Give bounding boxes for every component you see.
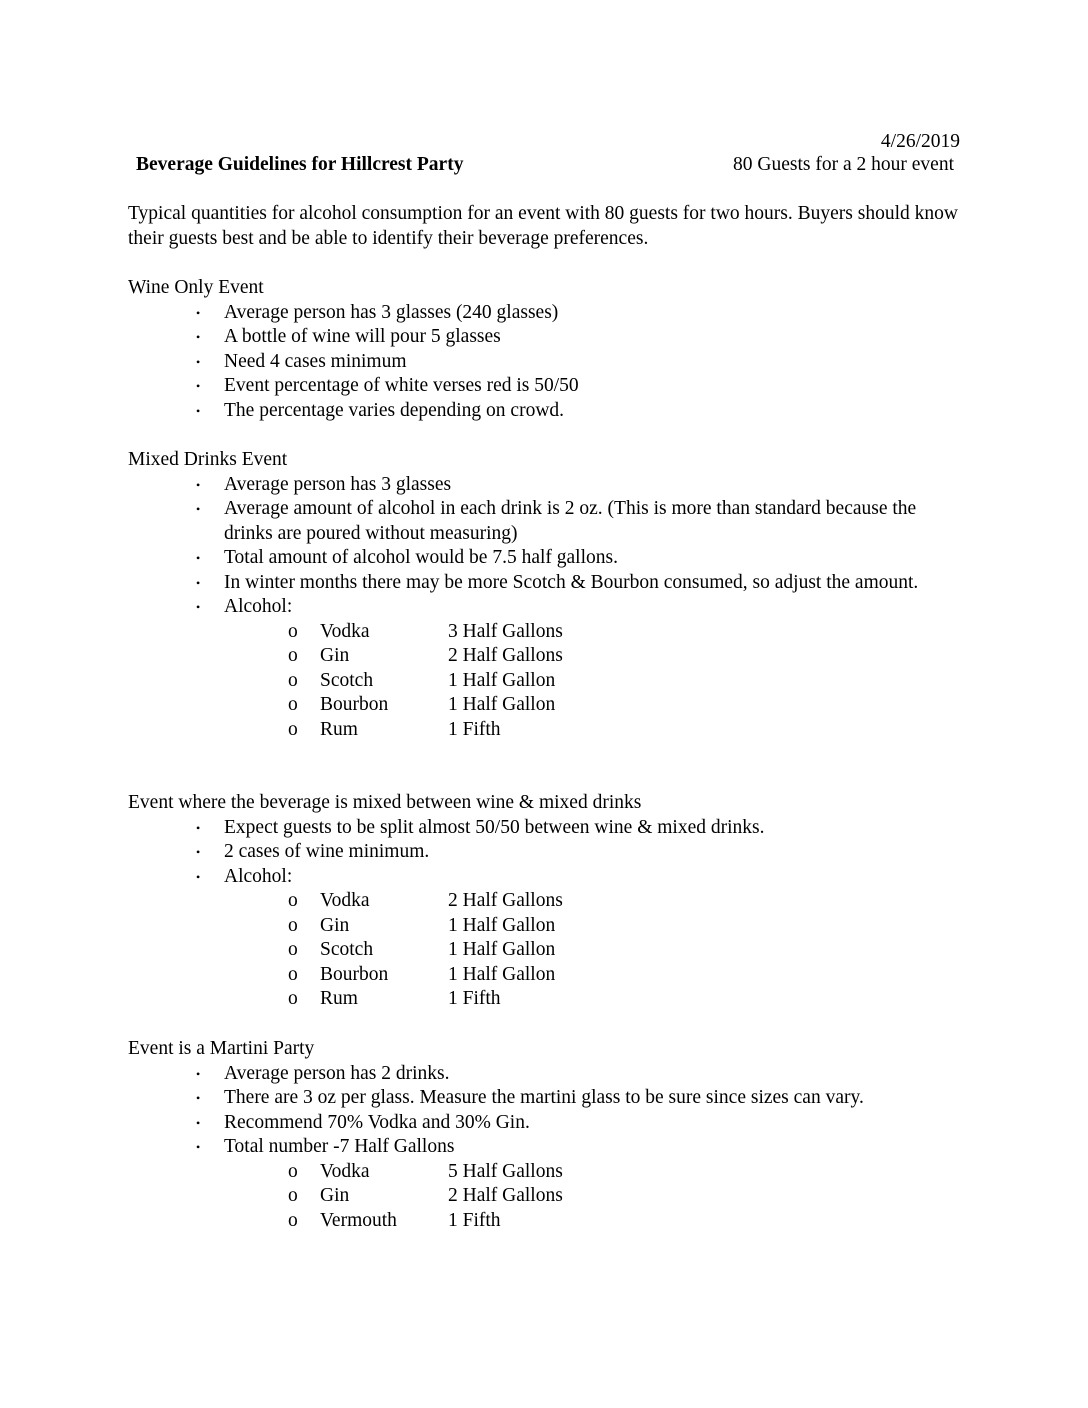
list-item	[128, 301, 968, 326]
spirit-quantity: 1 Fifth	[448, 1209, 501, 1231]
spirit-quantity: 2 Half Gallons	[448, 1185, 563, 1206]
sub-marker: o	[288, 1185, 298, 1206]
list-item	[128, 571, 968, 596]
list-item	[128, 497, 968, 546]
list-item-text: Average person has 3 glasses	[224, 473, 452, 495]
list-item	[128, 325, 968, 350]
list-item	[128, 546, 968, 571]
list-item-text: Total number -7 Half Gallons	[224, 1136, 455, 1157]
bullet-marker: •	[196, 502, 201, 516]
sub-marker: o	[288, 914, 298, 936]
sub-marker: o	[288, 718, 298, 740]
sublist-row	[288, 669, 563, 694]
spirit-name: Vodka	[320, 1160, 370, 1182]
bullet-marker: •	[196, 1115, 201, 1130]
list-item-text: Expect guests to be split almost 50/50 between wine & mixed drinks.	[224, 816, 765, 838]
sub-marker: o	[288, 620, 298, 642]
spirit-name: Scotch	[320, 939, 374, 960]
sub-marker: o	[288, 669, 298, 691]
spirit-name: Rum	[320, 988, 358, 1009]
sub-marker: o	[288, 939, 298, 960]
list-item-text: A bottle of wine will pour 5 glasses	[224, 326, 501, 347]
spirit-name: Scotch	[320, 669, 374, 691]
list-item	[128, 1062, 968, 1087]
sublist-row	[288, 1209, 563, 1234]
section-wine-only	[128, 276, 968, 423]
spirit-name: Bourbon	[320, 694, 389, 715]
spirit-quantity: 1 Fifth	[448, 988, 501, 1009]
section-heading: Mixed Drinks Event	[128, 449, 288, 470]
spirit-quantity: 2 Half Gallons	[448, 645, 563, 666]
bullet-marker: •	[196, 600, 201, 614]
sublist-row	[288, 644, 563, 669]
sublist-row	[288, 1184, 563, 1209]
bullet-marker: •	[196, 1140, 201, 1154]
spirit-quantity: 1 Half Gallon	[448, 669, 556, 691]
sub-marker: o	[288, 1160, 298, 1182]
sub-marker: o	[288, 890, 298, 911]
list-item	[128, 399, 968, 424]
bullet-list	[128, 473, 968, 743]
bullet-marker: •	[196, 477, 201, 492]
spirit-name: Vodka	[320, 890, 370, 911]
sublist-row	[288, 889, 563, 914]
list-item	[128, 595, 968, 742]
document-date: 4/26/2019	[880, 131, 960, 152]
sublist-row	[288, 1160, 563, 1185]
list-item-text: Average person has 2 drinks.	[224, 1062, 450, 1084]
list-item	[128, 473, 968, 498]
spirit-name: Vodka	[320, 620, 370, 642]
bullet-marker: •	[196, 1091, 201, 1105]
bullet-list	[128, 1062, 968, 1234]
list-item-text: Need 4 cases minimum	[224, 350, 407, 372]
sub-marker: o	[288, 988, 298, 1009]
document-title: Beverage Guidelines for Hillcrest Party	[136, 154, 464, 175]
list-item-text: Average person has 3 glasses (240 glasses)	[224, 301, 559, 323]
bullet-marker: •	[196, 845, 201, 859]
spirit-name: Gin	[320, 1185, 350, 1206]
sub-marker: o	[288, 694, 298, 715]
sub-marker: o	[288, 645, 298, 666]
alcohol-sublist	[288, 889, 563, 1012]
list-item-text: Recommend 70% Vodka and 30% Gin.	[224, 1111, 530, 1133]
list-item	[128, 374, 968, 399]
spirit-name: Vermouth	[320, 1209, 397, 1231]
sub-marker: o	[288, 963, 298, 985]
list-item	[128, 1111, 968, 1136]
section-wine-and-mixed	[128, 791, 968, 1012]
list-item	[128, 816, 968, 841]
alcohol-sublist	[288, 1160, 563, 1234]
list-item-text: Total amount of alcohol would be 7.5 half gallons.	[224, 547, 618, 568]
guest-summary: 80 Guests for a 2 hour event	[733, 154, 954, 175]
bullet-marker: •	[196, 403, 201, 418]
bullet-marker: •	[196, 354, 201, 369]
list-item	[128, 350, 968, 375]
sublist-row	[288, 987, 563, 1012]
section-heading: Event where the beverage is mixed between wine & mixed drinks	[128, 792, 642, 813]
bullet-marker: •	[196, 379, 201, 393]
sublist-row	[288, 938, 563, 963]
bullet-marker: •	[196, 330, 201, 344]
spirit-name: Gin	[320, 645, 350, 666]
spirit-quantity: 1 Half Gallon	[448, 939, 556, 960]
spirit-quantity: 1 Half Gallon	[448, 694, 556, 715]
list-item	[128, 1086, 968, 1111]
list-item-text: Alcohol:	[224, 865, 293, 887]
list-item-text: The percentage varies depending on crowd.	[224, 399, 565, 421]
section-heading: Event is a Martini Party	[128, 1038, 315, 1059]
bullet-marker: •	[196, 1066, 201, 1081]
spirit-name: Bourbon	[320, 963, 389, 985]
alcohol-sublist	[288, 620, 563, 743]
bullet-marker: •	[196, 551, 201, 565]
spirit-quantity: 1 Half Gallon	[448, 914, 556, 936]
list-item-text: Event percentage of white verses red is 50/50	[224, 375, 579, 396]
list-item	[128, 1135, 968, 1233]
list-item-text: Average amount of alcohol in each drink is 2 oz. (This is more than standard because the drinks are poured without measuring)	[224, 498, 917, 544]
bullet-marker: •	[196, 820, 201, 835]
bullet-list	[128, 816, 968, 1012]
list-item-text: Alcohol:	[224, 596, 293, 617]
bullet-marker: •	[196, 869, 201, 884]
section-martini-party	[128, 1037, 968, 1233]
spirit-name: Gin	[320, 914, 350, 936]
list-item-text: There are 3 oz per glass. Measure the martini glass to be sure since sizes can vary.	[224, 1087, 864, 1108]
list-item-text: 2 cases of wine minimum.	[224, 841, 430, 862]
bullet-marker: •	[196, 305, 201, 320]
sublist-row	[288, 963, 563, 988]
spirit-quantity: 2 Half Gallons	[448, 890, 563, 911]
spirit-name: Rum	[320, 718, 358, 740]
bullet-marker: •	[196, 575, 201, 590]
section-heading: Wine Only Event	[128, 277, 264, 298]
spirit-quantity: 1 Fifth	[448, 718, 501, 740]
sublist-row	[288, 620, 563, 645]
sublist-row	[288, 914, 563, 939]
sublist-row	[288, 693, 563, 718]
intro-paragraph: Typical quantities for alcohol consumption for an event with 80 guests for two hours. Buyers should know their guests best and be able to identify their beverage preferences.	[128, 203, 958, 249]
list-item-text: In winter months there may be more Scotch & Bourbon consumed, so adjust the amount.	[224, 571, 919, 593]
list-item	[128, 840, 968, 865]
bullet-list	[128, 301, 968, 424]
list-item	[128, 865, 968, 1012]
sub-marker: o	[288, 1209, 298, 1231]
sublist-row	[288, 718, 563, 743]
spirit-quantity: 3 Half Gallons	[448, 620, 563, 642]
spirit-quantity: 1 Half Gallon	[448, 963, 556, 985]
spirit-quantity: 5 Half Gallons	[448, 1160, 563, 1182]
section-mixed-drinks	[128, 448, 968, 742]
